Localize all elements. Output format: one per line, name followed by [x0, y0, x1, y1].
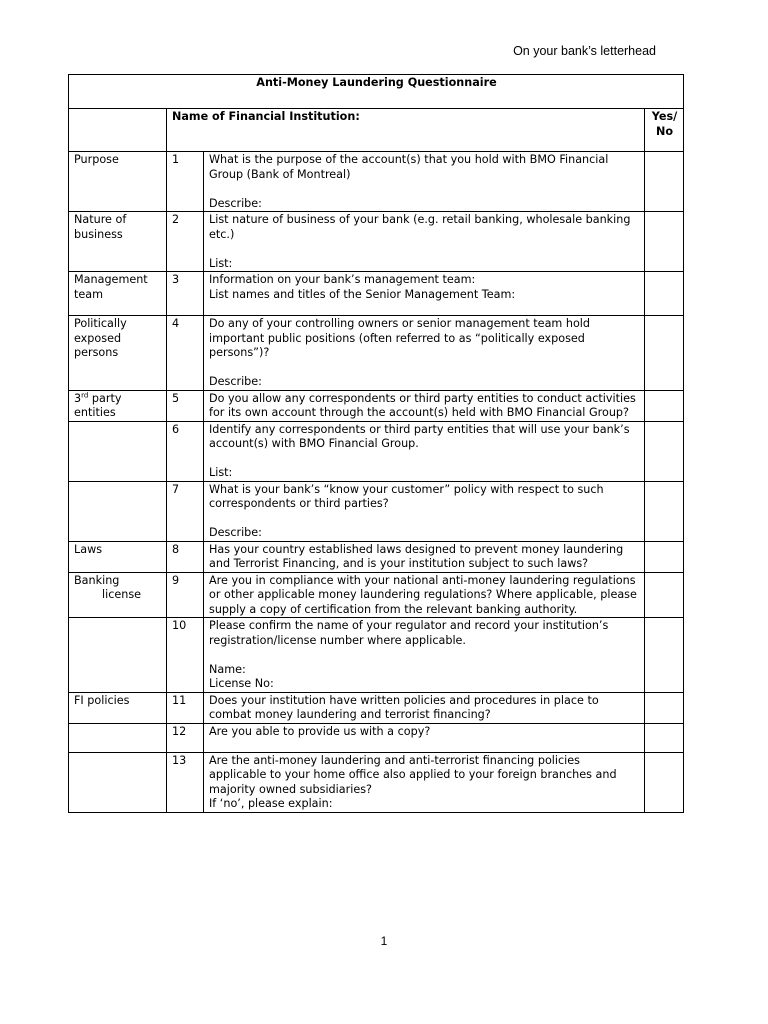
table-row: [69, 481, 684, 541]
letterhead-note: On your bank’s letterhead: [513, 44, 656, 58]
table-row: [69, 152, 684, 212]
question-text: Does your institution have written policies and procedures in place to combat money laundering and terrorist financing?: [204, 692, 645, 723]
question-number: 6: [167, 421, 204, 481]
question-number: 12: [167, 723, 204, 752]
category-cell: [69, 618, 167, 693]
question-text: What is the purpose of the account(s) that you hold with BMO Financial Group (Bank of Montreal) Describe:: [204, 152, 645, 212]
category-cell: Nature of business: [69, 212, 167, 272]
table-row: [69, 316, 684, 391]
category-cell: Banking license: [69, 572, 167, 618]
yes-no-answer-cell[interactable]: [645, 692, 684, 723]
table-row: [69, 752, 684, 812]
category-cell: [69, 752, 167, 812]
table-row: [69, 390, 684, 421]
question-text: Do you allow any correspondents or third party entities to conduct activities for its own account through the account(s) held with BMO Financial Group?: [204, 390, 645, 421]
question-text: Please confirm the name of your regulator and record your institution’s registration/license number where applicable. Name: License No:: [204, 618, 645, 693]
question-number: 3: [167, 272, 204, 316]
question-text: Are the anti-money laundering and anti-terrorist financing policies applicable to your home office also applied to your foreign branches and majority owned subsidiaries? If ‘no’, please explain:: [204, 752, 645, 812]
category-cell-empty: [69, 109, 167, 152]
yes-no-answer-cell[interactable]: [645, 541, 684, 572]
category-cell: [69, 421, 167, 481]
table-row: [69, 618, 684, 693]
question-number: 5: [167, 390, 204, 421]
table-row: [69, 692, 684, 723]
question-number: 7: [167, 481, 204, 541]
question-number: 13: [167, 752, 204, 812]
table-row: [69, 212, 684, 272]
question-number: 2: [167, 212, 204, 272]
yes-no-answer-cell[interactable]: [645, 390, 684, 421]
question-number: 1: [167, 152, 204, 212]
yes-no-answer-cell[interactable]: [645, 572, 684, 618]
category-cell: Laws: [69, 541, 167, 572]
table-row: [69, 572, 684, 618]
yes-no-answer-cell[interactable]: [645, 421, 684, 481]
table-row: [69, 421, 684, 481]
question-text: Are you in compliance with your national anti-money laundering regulations or other applicable money laundering regulations? Where applicable, please supply a copy of certification from the relevant banking authority.: [204, 572, 645, 618]
table-row: [69, 723, 684, 752]
yes-no-answer-cell[interactable]: [645, 212, 684, 272]
question-text: What is your bank’s “know your customer” policy with respect to such correspondents or third parties? Describe:: [204, 481, 645, 541]
yes-no-answer-cell[interactable]: [645, 723, 684, 752]
yes-no-answer-cell[interactable]: [645, 152, 684, 212]
category-cell: [69, 481, 167, 541]
question-text: Identify any correspondents or third party entities that will use your bank’s account(s) with BMO Financial Group. List:: [204, 421, 645, 481]
yes-no-answer-cell[interactable]: [645, 272, 684, 316]
question-text: Do any of your controlling owners or senior management team hold important public positions (often referred to as “politically exposed persons”)? Describe:: [204, 316, 645, 391]
category-cell: [69, 723, 167, 752]
question-number: 11: [167, 692, 204, 723]
yes-no-answer-cell[interactable]: [645, 752, 684, 812]
yes-no-answer-cell[interactable]: [645, 316, 684, 391]
yes-no-answer-cell[interactable]: [645, 618, 684, 693]
question-text: Information on your bank’s management team: List names and titles of the Senior Management Team:: [204, 272, 645, 316]
category-cell: Purpose: [69, 152, 167, 212]
question-number: 8: [167, 541, 204, 572]
institution-name-label: Name of Financial Institution:: [167, 109, 645, 152]
category-cell: 3rd party entities: [69, 390, 167, 421]
table-row: [69, 272, 684, 316]
category-cell: Politically exposed persons: [69, 316, 167, 391]
category-cell: FI policies: [69, 692, 167, 723]
question-number: 10: [167, 618, 204, 693]
question-number: 9: [167, 572, 204, 618]
form-title: Anti-Money Laundering Questionnaire: [69, 75, 684, 109]
yes-no-header: Yes/No: [645, 109, 684, 152]
question-text: List nature of business of your bank (e.g. retail banking, wholesale banking etc.) List:: [204, 212, 645, 272]
yes-no-answer-cell[interactable]: [645, 481, 684, 541]
questionnaire-table: [68, 74, 684, 813]
table-row: [69, 541, 684, 572]
page-number: 1: [380, 934, 388, 948]
question-text: Are you able to provide us with a copy?: [204, 723, 645, 752]
category-cell: Management team: [69, 272, 167, 316]
question-text: Has your country established laws designed to prevent money laundering and Terrorist Financing, and is your institution subject to such laws?: [204, 541, 645, 572]
question-number: 4: [167, 316, 204, 391]
